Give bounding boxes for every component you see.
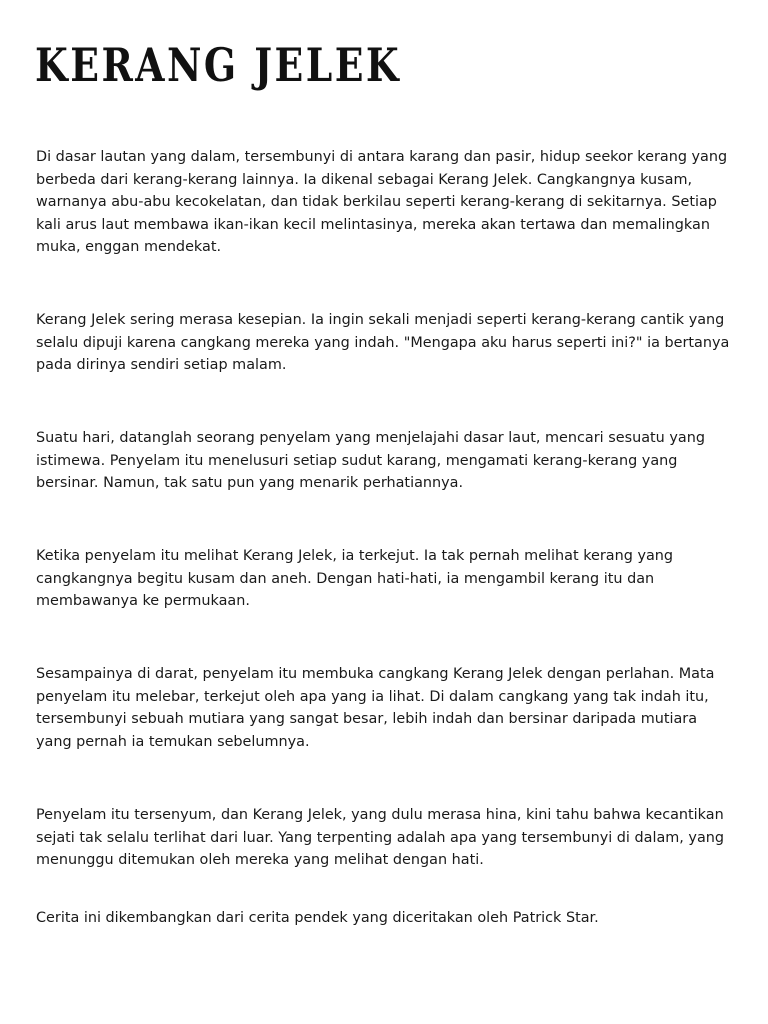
paragraph-5: Sesampainya di darat, penyelam itu membuka cangkang Kerang Jelek dengan perlahan. Mata penyelam itu melebar, terkejut oleh apa yang ia lihat. Di dalam cangkang yang tak indah itu, tersembunyi sebuah mutiara yang sangat besar, lebih indah dan bersinar daripada mutiara yang pernah ia temukan sebelumnya.: [36, 666, 715, 750]
credit-note: Cerita ini dikembangkan dari cerita pendek yang diceritakan oleh Patrick Star.: [36, 910, 599, 926]
paragraph-6: Penyelam itu tersenyum, dan Kerang Jelek, yang dulu merasa hina, kini tahu bahwa kecantikan sejati tak selalu terlihat dari luar. Yang terpenting adalah apa yang tersembunyi di dalam, yang menunggu ditemukan oleh mereka yang melihat dengan hati.: [36, 807, 725, 868]
paragraph-2: Kerang Jelek sering merasa kesepian. Ia ingin sekali menjadi seperti kerang-kerang cantik yang selalu dipuji karena cangkang mereka yang indah. "Mengapa aku harus seperti ini?" ia bertanya pada dirinya sendiri setiap malam.: [36, 312, 730, 373]
paragraph-4: Ketika penyelam itu melihat Kerang Jelek, ia terkejut. Ia tak pernah melihat kerang yang cangkangnya begitu kusam dan aneh. Dengan hati-hati, ia mengambil kerang itu dan membawanya ke permukaan.: [36, 548, 674, 609]
paragraph-1: Di dasar lautan yang dalam, tersembunyi di antara karang dan pasir, hidup seekor kerang yang berbeda dari kerang-kerang lainnya. Ia dikenal sebagai Kerang Jelek. Cangkangnya kusam, warnanya abu-abu kecokelatan, dan tidak berkilau seperti kerang-kerang di sekitarnya. Setiap kali arus laut membawa ikan-ikan kecil melintasinya, mereka akan tertawa dan memalingkan muka, enggan mendekat.: [36, 149, 728, 255]
story-title: KERANG JELEK: [35, 38, 402, 92]
paragraph-3: Suatu hari, datanglah seorang penyelam yang menjelajahi dasar laut, mencari sesuatu yang istimewa. Penyelam itu menelusuri setiap sudut karang, mengamati kerang-kerang yang bersinar. Namun, tak satu pun yang menarik perhatiannya.: [36, 430, 705, 491]
